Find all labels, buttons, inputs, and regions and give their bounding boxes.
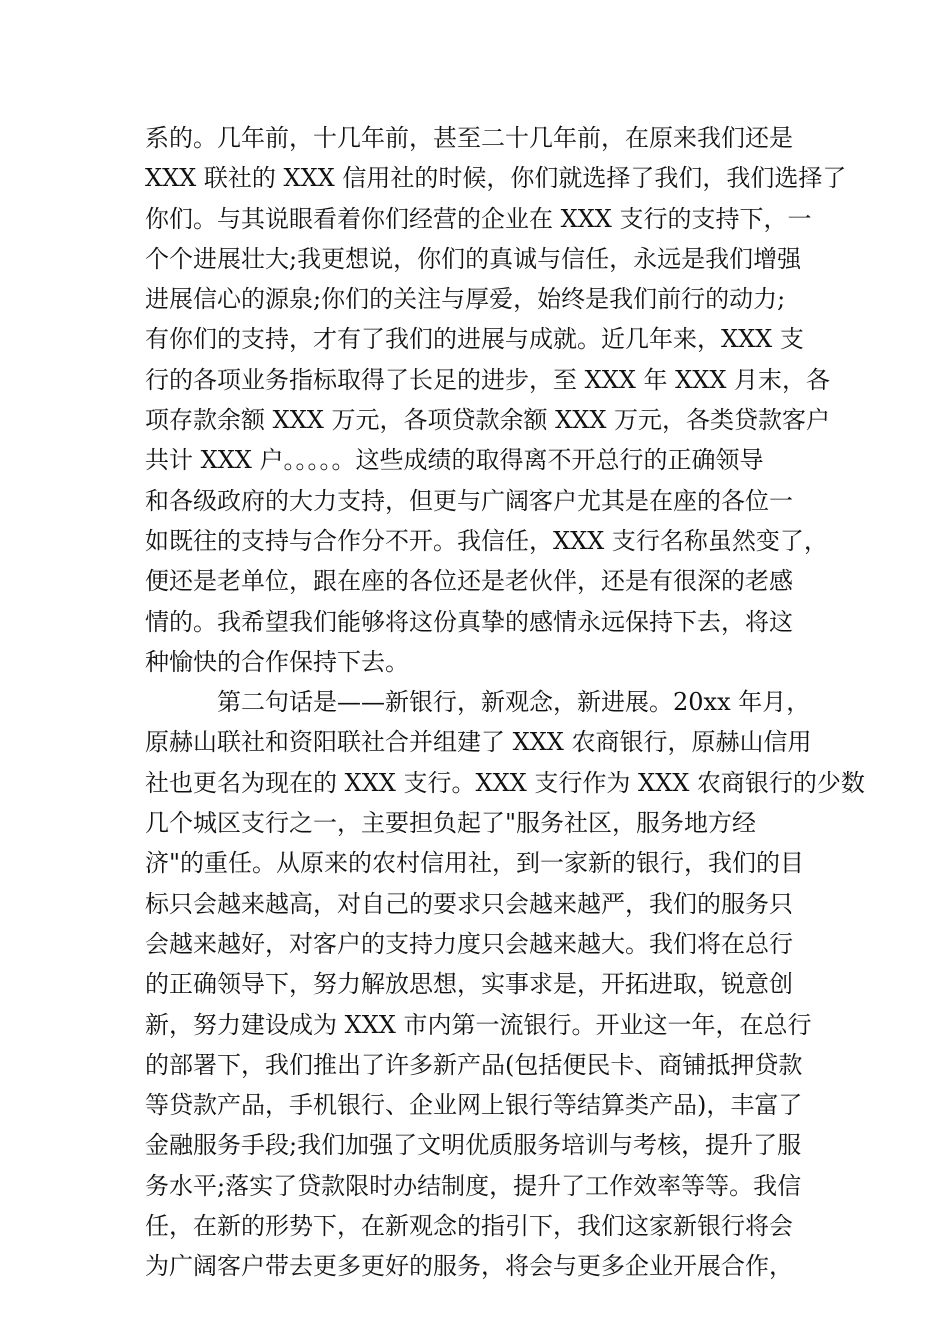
text-line: 个个进展壮大;我更想说，你们的真诚与信任，永远是我们增强 [145, 244, 802, 273]
text-line: 项存款余额 XXX 万元，各项贷款余额 XXX 万元，各类贷款客户 [145, 406, 831, 435]
text-line: 几个城区支行之一，主要担负起了"服务社区，服务地方经 [145, 809, 757, 838]
text-line: 等贷款产品，手机银行、企业网上银行等结算类产品)，丰富了 [145, 1091, 803, 1120]
text-line: 为广阔客户带去更多更好的服务，将会与更多企业开展合作， [145, 1252, 793, 1281]
text-line: 金融服务手段;我们加强了文明优质服务培训与考核，提升了服 [145, 1131, 802, 1160]
text-line: 务水平;落实了贷款限时办结制度，提升了工作效率等等。我信 [145, 1171, 802, 1200]
text-line: 共计 XXX 户。。。。。这些成绩的取得离不开总行的正确领导 [145, 446, 764, 475]
text-line: 标只会越来越高，对自己的要求只会越来越严，我们的服务只 [145, 889, 793, 918]
text-line: 的部署下，我们推出了许多新产品(包括便民卡、商铺抵押贷款 [145, 1050, 803, 1079]
text-line: 任，在新的形势下，在新观念的指引下，我们这家新银行将会 [145, 1212, 793, 1241]
text-line: 的正确领导下，努力解放思想，实事求是，开拓进取，锐意创 [145, 970, 793, 999]
text-line: XXX 联社的 XXX 信用社的时候，你们就选择了我们，我们选择了 [145, 164, 847, 193]
body-text [145, 118, 865, 1287]
text-line: 种愉快的合作保持下去。 [145, 647, 409, 676]
paragraph-start-line: 第二句话是——新银行，新观念，新进展。20xx 年月， [217, 688, 811, 717]
text-line: 情的。我希望我们能够将这份真挚的感情永远保持下去，将这 [145, 607, 793, 636]
text-line: 和各级政府的大力支持，但更与广阔客户尤其是在座的各位一 [145, 486, 793, 515]
text-line: 有你们的支持，才有了我们的进展与成就。近几年来，XXX 支 [145, 325, 804, 354]
text-line: 你们。与其说眼看着你们经营的企业在 XXX 支行的支持下，一 [145, 204, 812, 233]
text-line: 会越来越好，对客户的支持力度只会越来越大。我们将在总行 [145, 929, 793, 958]
text-line: 济"的重任。从原来的农村信用社，到一家新的银行，我们的目 [145, 849, 805, 878]
text-line: 便还是老单位，跟在座的各位还是老伙伴，还是有很深的老感 [145, 567, 793, 596]
text-line: 社也更名为现在的 XXX 支行。XXX 支行作为 XXX 农商银行的少数 [145, 768, 865, 797]
text-line: 行的各项业务指标取得了长足的进步，至 XXX 年 XXX 月末，各 [145, 365, 831, 394]
text-line: 进展信心的源泉;你们的关注与厚爱，始终是我们前行的动力; [145, 285, 786, 314]
text-line: 如既往的支持与合作分不开。我信任，XXX 支行名称虽然变了， [145, 526, 828, 555]
text-line: 系的。几年前，十几年前，甚至二十几年前，在原来我们还是 [145, 124, 793, 152]
text-line: 原赫山联社和资阳联社合并组建了 XXX 农商银行，原赫山信用 [145, 728, 812, 757]
text-line: 新，努力建设成为 XXX 市内第一流银行。开业这一年，在总行 [145, 1010, 812, 1039]
